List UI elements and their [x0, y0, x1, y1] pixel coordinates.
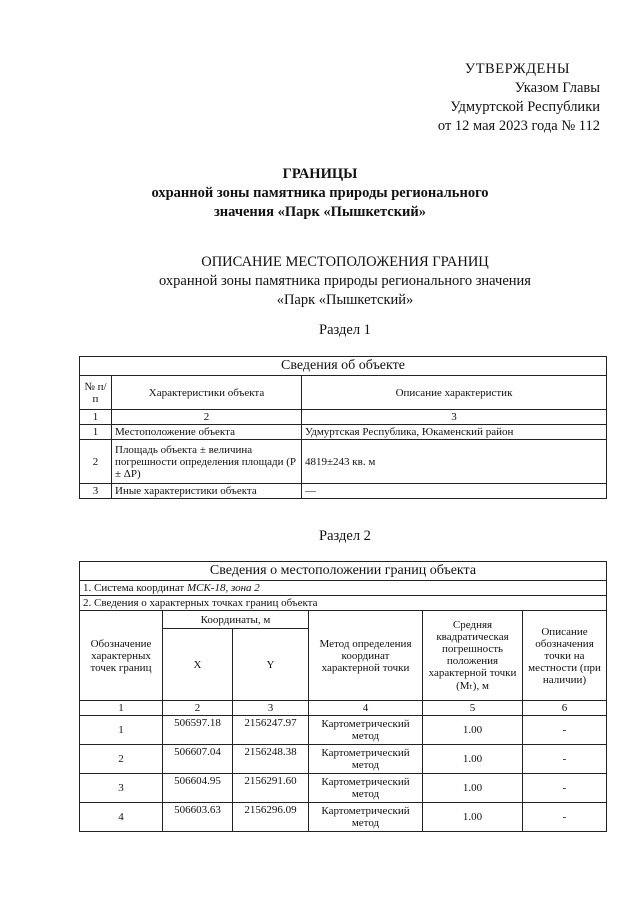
header-method: Метод определения координат характерной точки — [309, 611, 423, 701]
description-line-1: ОПИСАНИЕ МЕСТОПОЛОЖЕНИЯ ГРАНИЦ — [201, 254, 489, 270]
point-error: 1.00 — [423, 774, 523, 803]
row-num: 3 — [80, 484, 112, 499]
header-characteristics: Характеристики объекта — [112, 376, 302, 410]
table-row — [80, 484, 607, 499]
approval-line-4: от 12 мая 2023 года № 112 — [437, 118, 600, 134]
row-characteristic: Местоположение объекта — [112, 425, 302, 440]
index-cell: 3 — [233, 701, 309, 716]
header-marking: Описание обозначения точки на местности (при наличии) — [523, 611, 607, 701]
point-x: 506607.04 — [163, 745, 233, 774]
point-error: 1.00 — [423, 716, 523, 745]
point-marking: - — [523, 716, 607, 745]
document-title — [0, 165, 640, 222]
point-y: 2156296.09 — [233, 803, 309, 832]
approval-block — [380, 60, 600, 136]
index-cell: 2 — [163, 701, 233, 716]
point-x: 506597.18 — [163, 716, 233, 745]
index-cell: 5 — [423, 701, 523, 716]
point-x: 506604.95 — [163, 774, 233, 803]
section-2-label: Раздел 2 — [319, 528, 371, 544]
header-y: Y — [233, 629, 309, 701]
index-cell: 4 — [309, 701, 423, 716]
section-1-label: Раздел 1 — [319, 322, 371, 338]
header-description: Описание характеристик — [302, 376, 607, 410]
table-row — [80, 716, 607, 745]
header-designation: Обозначение характерных точек границ — [80, 611, 163, 701]
index-cell: 3 — [302, 410, 607, 425]
point-method: Картометрический метод — [309, 803, 423, 832]
title-line-3: значения «Парк «Пышкетский» — [213, 204, 427, 220]
point-y: 2156248.38 — [233, 745, 309, 774]
row-characteristic: Площадь объекта ± величина погрешности определения площади (P ± ΔP) — [112, 440, 302, 484]
boundary-location-table — [79, 561, 607, 832]
table-row — [80, 774, 607, 803]
approval-line-1: УТВЕРЖДЕНЫ — [464, 61, 570, 77]
point-id: 1 — [80, 716, 163, 745]
point-id: 2 — [80, 745, 163, 774]
point-y: 2156291.60 — [233, 774, 309, 803]
header-coordinates: Координаты, м — [163, 611, 309, 629]
approval-line-3: Удмуртской Республики — [450, 99, 600, 115]
index-cell: 1 — [80, 701, 163, 716]
index-cell: 2 — [112, 410, 302, 425]
approval-line-2: Указом Главы — [514, 80, 600, 96]
point-error: 1.00 — [423, 803, 523, 832]
header-error: Средняя квадратическая погрешность положения характерной точки (Mₜ), м — [423, 611, 523, 701]
row-description: 4819±243 кв. м — [302, 440, 607, 484]
table-row — [80, 440, 607, 484]
coordinate-system-row — [80, 581, 607, 596]
row-description: Удмуртская Республика, Юкаменский район — [302, 425, 607, 440]
point-method: Картометрический метод — [309, 716, 423, 745]
object-info-title: Сведения об объекте — [80, 357, 607, 376]
index-cell: 1 — [80, 410, 112, 425]
row-characteristic: Иные характеристики объекта — [112, 484, 302, 499]
title-line-1: ГРАНИЦЫ — [282, 166, 358, 182]
table-row — [80, 803, 607, 832]
point-y: 2156247.97 — [233, 716, 309, 745]
row-num: 1 — [80, 425, 112, 440]
coordinate-system-prefix: 1. Система координат — [83, 582, 187, 594]
boundary-table-title: Сведения о местоположении границ объекта — [80, 562, 607, 581]
point-marking: - — [523, 745, 607, 774]
description-heading — [0, 253, 640, 310]
point-method: Картометрический метод — [309, 774, 423, 803]
point-marking: - — [523, 774, 607, 803]
description-line-3: «Парк «Пышкетский» — [276, 292, 414, 308]
point-method: Картометрический метод — [309, 745, 423, 774]
point-error: 1.00 — [423, 745, 523, 774]
row-num: 2 — [80, 440, 112, 484]
coordinate-system-name: МСК-18, зона 2 — [186, 582, 260, 594]
title-line-2: охранной зоны памятника природы регионального — [151, 185, 489, 201]
point-id: 4 — [80, 803, 163, 832]
point-marking: - — [523, 803, 607, 832]
index-cell: 6 — [523, 701, 607, 716]
header-num: № п/п — [80, 376, 112, 410]
row-description: — — [302, 484, 607, 499]
header-x: X — [163, 629, 233, 701]
table-row — [80, 425, 607, 440]
point-x: 506603.63 — [163, 803, 233, 832]
object-info-table — [79, 356, 607, 499]
point-id: 3 — [80, 774, 163, 803]
table-row — [80, 745, 607, 774]
description-line-2: охранной зоны памятника природы регионального значения — [159, 273, 531, 289]
points-title-row: 2. Сведения о характерных точках границ объекта — [80, 596, 607, 611]
